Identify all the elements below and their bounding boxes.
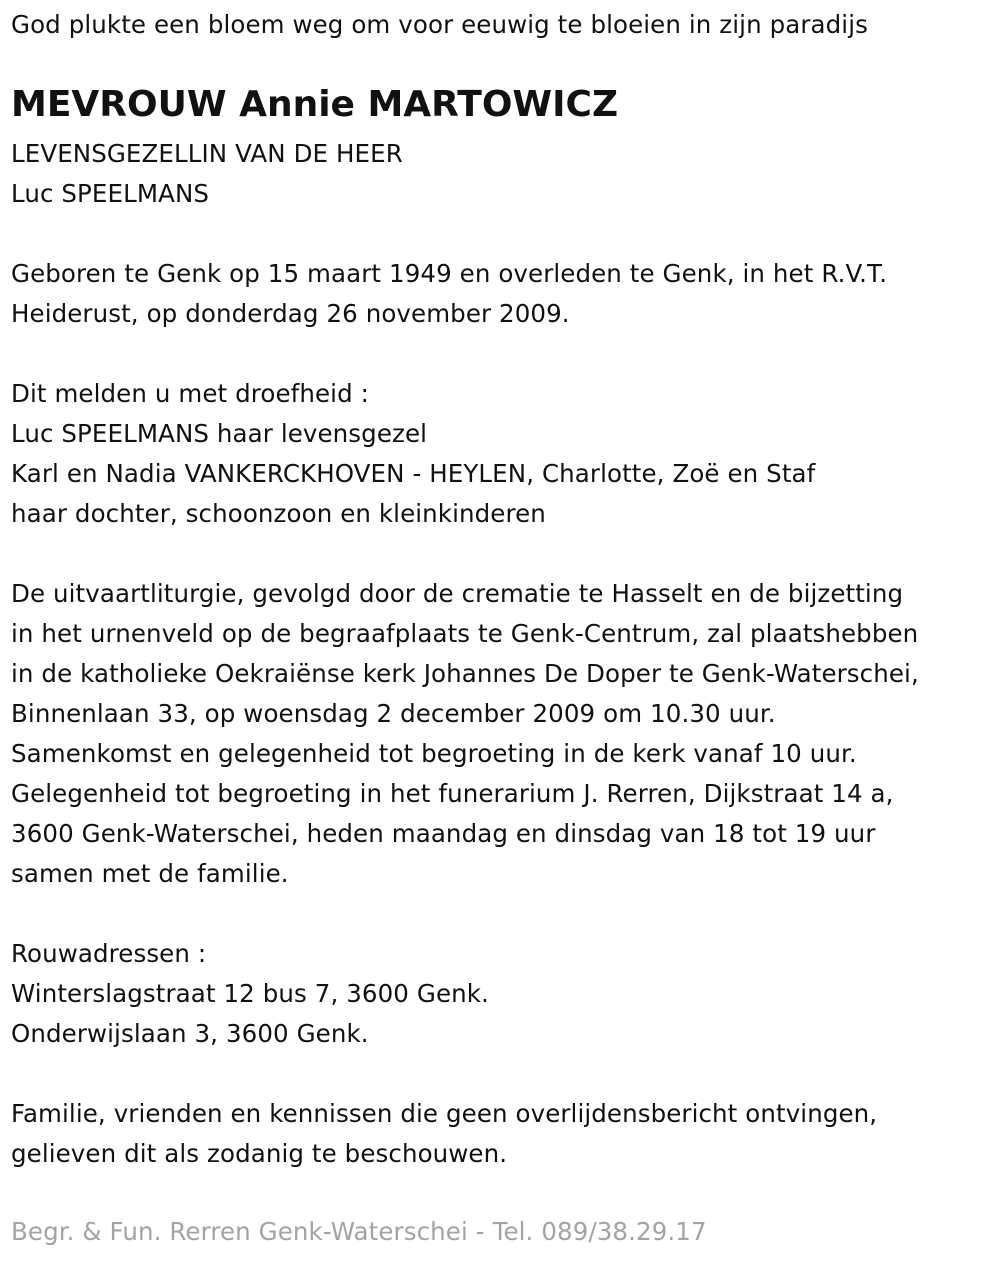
birth-death-section	[11, 254, 887, 334]
birth-death-line: Heiderust, op donderdag 26 november 2009.	[11, 299, 570, 328]
family-member-line: Luc SPEELMANS haar levensgezel	[11, 419, 428, 448]
deceased-name: MEVROUW Annie MARTOWICZ	[11, 84, 619, 125]
partner-section	[11, 134, 403, 214]
address-line: Onderwijslaan 3, 3600 Genk.	[11, 1019, 369, 1048]
family-section	[11, 374, 815, 534]
birth-death-line: Geboren te Genk op 15 maart 1949 en overleden te Genk, in het R.V.T.	[11, 259, 888, 288]
funeral-line: De uitvaartliturgie, gevolgd door de crematie te Hasselt en de bijzetting	[11, 579, 904, 608]
notice-line: gelieven dit als zodanig te beschouwen.	[11, 1139, 508, 1168]
partner-title: LEVENSGEZELLIN VAN DE HEER	[11, 139, 403, 168]
addresses-section	[11, 934, 489, 1054]
address-line: Winterslagstraat 12 bus 7, 3600 Genk.	[11, 979, 489, 1008]
addresses-heading: Rouwadressen :	[11, 939, 207, 968]
funeral-section	[11, 574, 919, 894]
funeral-line: in de katholieke Oekraiënse kerk Johannes De Doper te Genk-Waterschei,	[11, 659, 919, 688]
notice-line: Familie, vrienden en kennissen die geen overlijdensbericht ontvingen,	[11, 1099, 878, 1128]
funeral-line: Binnenlaan 33, op woensdag 2 december 2009 om 10.30 uur.	[11, 699, 776, 728]
funeral-line: in het urnenveld op de begraafplaats te Genk-Centrum, zal plaatshebben	[11, 619, 919, 648]
family-member-line: Karl en Nadia VANKERCKHOVEN - HEYLEN, Charlotte, Zoë en Staf	[11, 459, 816, 488]
motto: God plukte een bloem weg om voor eeuwig te bloeien in zijn paradijs	[11, 10, 868, 39]
partner-name: Luc SPEELMANS	[11, 179, 210, 208]
funeral-home-footer: Begr. & Fun. Rerren Genk-Waterschei - Tel. 089/38.29.17	[11, 1217, 707, 1246]
family-member-line: haar dochter, schoonzoon en kleinkinderen	[11, 499, 546, 528]
funeral-line: samen met de familie.	[11, 859, 289, 888]
family-intro: Dit melden u met droefheid :	[11, 379, 369, 408]
funeral-line: 3600 Genk-Waterschei, heden maandag en dinsdag van 18 tot 19 uur	[11, 819, 876, 848]
funeral-line: Samenkomst en gelegenheid tot begroeting in de kerk vanaf 10 uur.	[11, 739, 857, 768]
funeral-line: Gelegenheid tot begroeting in het funerarium J. Rerren, Dijkstraat 14 a,	[11, 779, 894, 808]
notice-section	[11, 1094, 877, 1174]
